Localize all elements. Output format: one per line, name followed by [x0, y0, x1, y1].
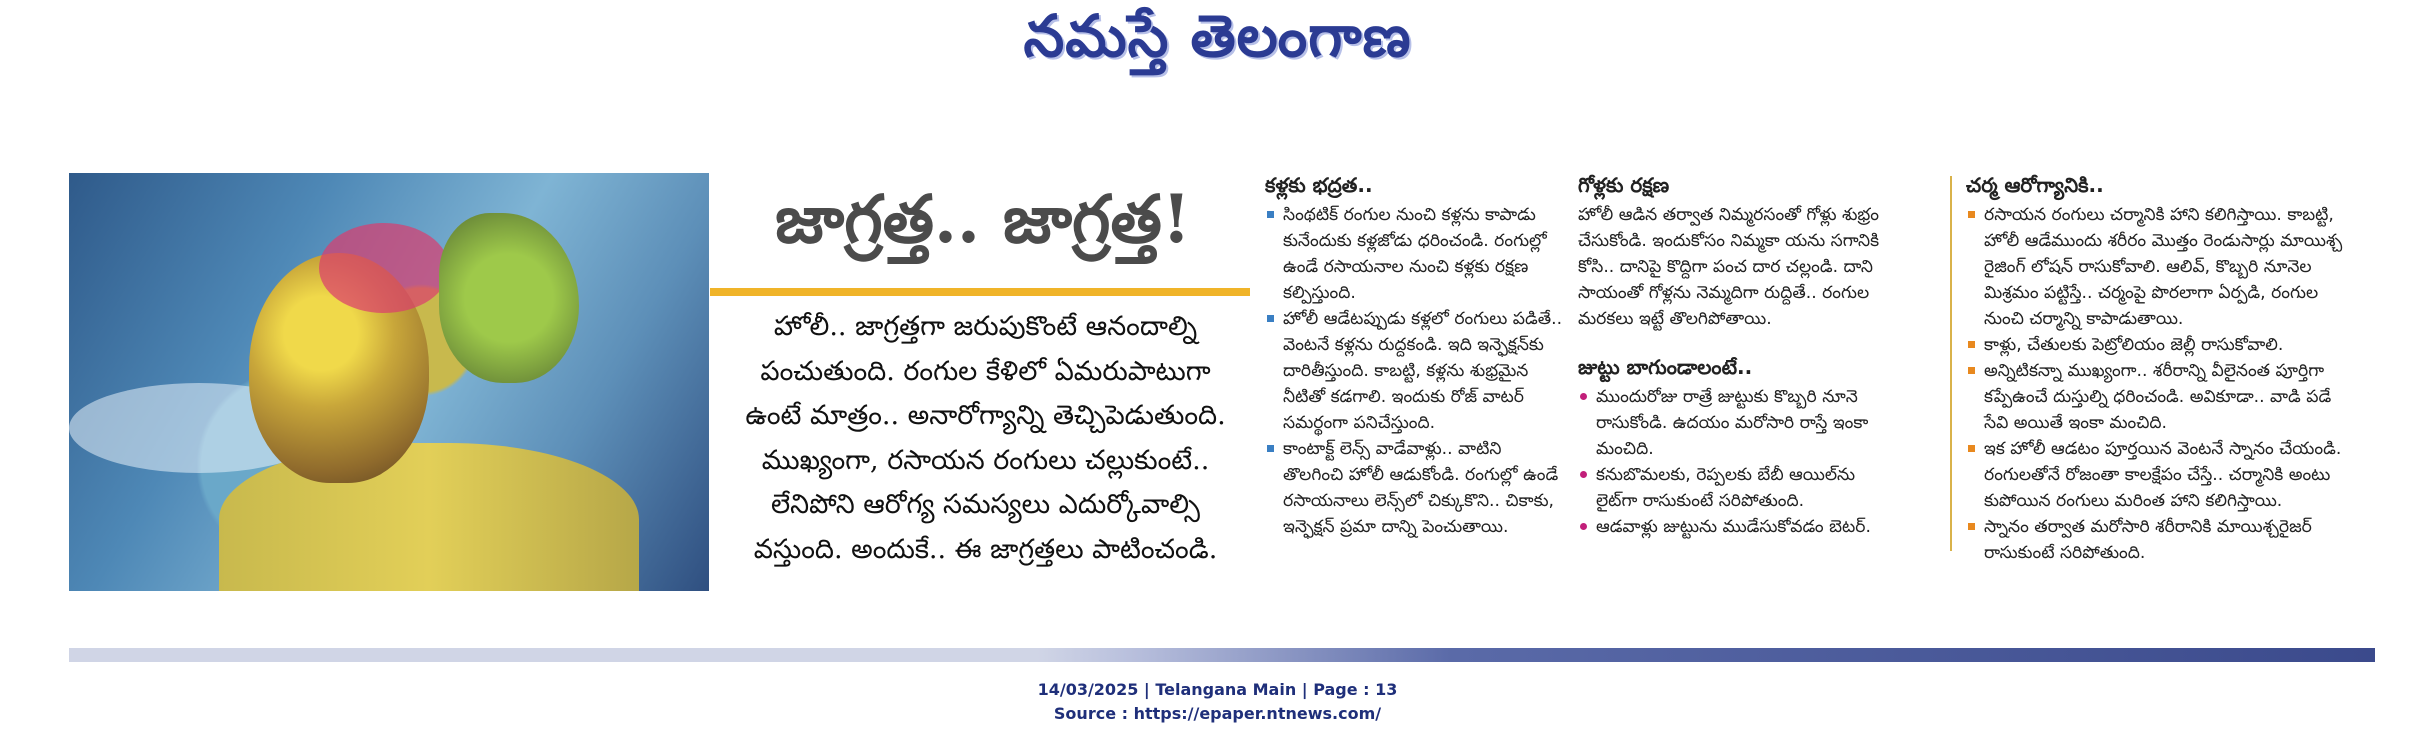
newspaper-masthead [0, 0, 2435, 80]
eyes-section [1265, 172, 1565, 540]
intro-line: లేనిపోని ఆరోగ్య సమస్యలు ఎదుర్కోవాల్సి [770, 489, 1201, 520]
intro-line: వస్తుంది. అందుకే.. ఈ జాగ్రత్తలు పాటించండి. [753, 533, 1218, 565]
list-item: ఆడవాళ్లు జుట్టును ముడేసుకోవడం బెటర్. [1578, 514, 1898, 540]
hair-list [1578, 384, 1898, 540]
eyes-list [1265, 202, 1565, 540]
footer-source-link[interactable]: Source : https://epaper.ntnews.com/ [1053, 704, 1382, 723]
nails-text: హోలీ ఆడిన తర్వాత నిమ్మరసంతో గోళ్లు శుభ్రం చేసుకోండి. ఇందుకోసం నిమ్మకా యను సగానికి కోసి.. దానిపై కొద్దిగా పంచ దార చల్లండి. దాని సాయంతో గోళ్లను నెమ్మదిగా రుద్దితే.. రంగుల మరకలు ఇట్టే తొలగిపోతాయి. [1578, 205, 1880, 329]
list-item: సింథటిక్ రంగుల నుంచి కళ్లను కాపాడు కునేందుకు కళ్లజోడు ధరించండి. రంగుల్లో ఉండే రసాయనాల నుంచి కళ్లకు రక్షణ కల్పిస్తుంది. [1265, 202, 1565, 306]
article-intro [718, 305, 1253, 572]
list-item: కాళ్లు, చేతులకు పెట్రోలియం జెల్లీ రాసుకోవాలి. [1966, 332, 2346, 358]
list-item: ముందురోజు రాత్రే జుట్టుకు కొబ్బరి నూనె రాసుకోండి. ఉదయం మరోసారి రాస్తే ఇంకా మంచిది. [1578, 384, 1898, 462]
intro-line: హోలీ.. జాగ్రత్తగా జరుపుకొంటే ఆనందాల్ని [773, 311, 1198, 342]
nails-hair-section [1578, 172, 1898, 540]
skin-list [1966, 202, 2346, 566]
footer-date-page: 14/03/2025 | Telangana Main | Page : 13 [1037, 680, 1398, 699]
skin-section [1966, 172, 2346, 566]
holi-photo [69, 173, 709, 591]
masthead-title: నమస్తే తెలంగాణ [1023, 2, 1412, 70]
intro-line: ఉంటే మాత్రం.. అనారోగ్యాన్ని తెచ్చిపెడుతుంది. [745, 400, 1226, 431]
hair-heading: జుట్టు బాగుండాలంటే.. [1578, 355, 1753, 379]
list-item: కనుబొమలకు, రెప్పలకు బేబీ ఆయిల్‌ను లైట్‌గా రాసుకుంటే సరిపోతుంది. [1578, 462, 1898, 514]
nails-heading: గోళ్లకు రక్షణ [1578, 173, 1670, 197]
page-bottom-bar [69, 648, 2375, 662]
page-footer [0, 678, 2435, 726]
intro-line: పంచుతుంది. రంగుల కేళిలో ఏమరుపాటుగా [760, 355, 1211, 387]
eyes-heading: కళ్లకు భద్రత.. [1265, 173, 1373, 197]
list-item: అన్నిటికన్నా ముఖ్యంగా.. శరీరాన్ని వీలైనంత పూర్తిగా కప్పేఉంచే దుస్తుల్ని ధరించండి. అవికూడా.. వాడి పడే సేవి అయితే ఇంకా మంచిది. [1966, 358, 2346, 436]
intro-line: ముఖ్యంగా, రసాయన రంగులు చల్లుకుంటే.. [761, 444, 1210, 476]
column-divider [1950, 176, 1952, 551]
list-item: ఇక హోలీ ఆడటం పూర్తయిన వెంటనే స్నానం చేయండి. రంగులతోనే రోజంతా కాలక్షేపం చేస్తే.. చర్మానికి అంటు కుపోయిన రంగులు మరింత హాని కలిగిస్తాయి. [1966, 436, 2346, 514]
list-item: హోలీ ఆడేటప్పుడు కళ్లలో రంగులు పడితే.. వెంటనే కళ్లను రుద్దకండి. ఇది ఇన్ఫెక్షన్‌కు దారితీస్తుంది. కాబట్టి, కళ్లను శుభ్రమైన నీటితో కడగాలి. ఇందుకు రోజ్ వాటర్ సమర్థంగా పనిచేస్తుంది. [1265, 306, 1565, 436]
article-headline: జాగ్రత్త.. జాగ్రత్త! [775, 180, 1191, 258]
skin-heading: చర్మ ఆరోగ్యానికి.. [1966, 173, 2104, 197]
list-item: స్నానం తర్వాత మరోసారి శరీరానికి మాయిశ్చరైజర్ రాసుకుంటే సరిపోతుంది. [1966, 514, 2346, 566]
list-item: రసాయన రంగులు చర్మానికి హాని కలిగిస్తాయి. కాబట్టి, హోలీ ఆడేముందు శరీరం మొత్తం రెండుసార్లు మాయిశ్చ రైజింగ్ లోషన్ రాసుకోవాలి. ఆలివ్, కొబ్బరి నూనెల మిశ్రమం పట్టిస్తే.. చర్మంపై పొరలాగా ఏర్పడి, రంగుల నుంచి చర్మాన్ని కాపాడుతాయి. [1966, 202, 2346, 332]
list-item: కాంటాక్ట్ లెన్స్ వాడేవాళ్లు.. వాటిని తొలగించి హోలీ ఆడుకోండి. రంగుల్లో ఉండే రసాయనాలు లెన్స్‌లో చిక్కుకొని.. చికాకు, ఇన్ఫెక్షన్ ప్రమా దాన్ని పెంచుతాయి. [1265, 436, 1565, 540]
headline-rule [710, 288, 1250, 296]
